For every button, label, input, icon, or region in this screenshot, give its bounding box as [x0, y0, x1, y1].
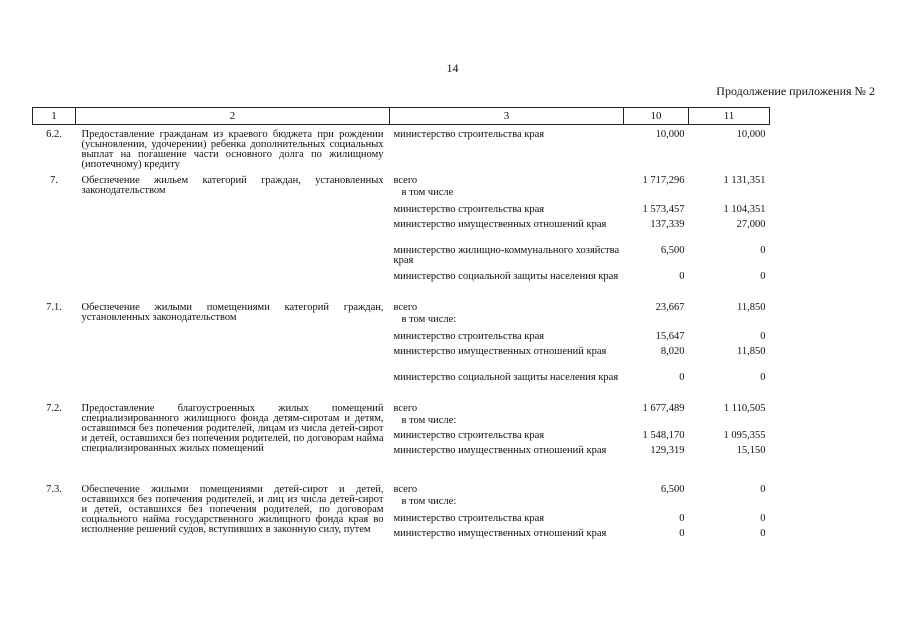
header-col-11: 11	[689, 108, 770, 125]
executor-cell	[390, 416, 624, 431]
executor-cell	[390, 272, 624, 298]
executor-cell	[390, 125, 624, 171]
value-col-10: 6,500	[660, 244, 685, 256]
item-number: 7.2.	[46, 402, 62, 414]
executor-cell	[390, 246, 624, 272]
executor-label: всего	[393, 174, 418, 186]
value-col-10: 129,319	[650, 444, 685, 456]
executor-label: всего	[393, 301, 418, 313]
table-row	[33, 399, 770, 416]
executor-label: всего	[393, 402, 418, 414]
executor-label: министерство имущественных отношений края	[393, 345, 607, 357]
header-col-1: 1	[33, 108, 76, 125]
executor-cell	[390, 171, 624, 188]
executor-cell	[390, 220, 624, 246]
table-body	[33, 125, 770, 544]
value-col-11: 27,000	[736, 218, 766, 230]
item-description: Предоставление гражданам из краевого бюджета при рождении (усыновлении, удочерении) ребенка дополнительных социальных выплат на погашение части основного долга по жилищному (ипотечному) кредиту	[81, 129, 384, 170]
executor-label: министерство имущественных отношений края	[393, 527, 607, 539]
table-row	[33, 125, 770, 171]
value-col-11	[689, 188, 770, 205]
executor-cell	[390, 529, 624, 544]
table-header-row	[33, 108, 770, 125]
header-col-10: 10	[624, 108, 689, 125]
table-row	[33, 298, 770, 315]
value-col-10: 0	[679, 371, 685, 383]
item-description: Обеспечение жильем категорий граждан, установленных законодательством	[81, 174, 384, 196]
value-col-11: 1 110,505	[723, 402, 766, 414]
executor-label: министерство имущественных отношений края	[393, 444, 607, 456]
value-col-10: 6,500	[660, 483, 685, 495]
value-col-10: 1 548,170	[642, 429, 685, 441]
value-col-11: 0	[760, 483, 766, 495]
value-col-11: 15,150	[736, 444, 766, 456]
executor-label: министерство имущественных отношений края	[393, 218, 607, 230]
table-row	[33, 480, 770, 497]
appendix-table	[32, 107, 770, 544]
value-col-10: 23,667	[655, 301, 685, 313]
value-col-10	[624, 188, 689, 205]
value-col-10: 1 717,296	[642, 174, 685, 186]
value-col-11: 1 131,351	[723, 174, 766, 186]
executor-label: в том числе	[401, 186, 454, 198]
page-number: 14	[446, 61, 459, 75]
executor-cell	[390, 514, 624, 529]
executor-label: министерство строительства края	[393, 330, 545, 342]
value-col-11: 10,000	[736, 129, 766, 140]
executor-cell	[390, 480, 624, 497]
value-col-11: 0	[760, 527, 766, 539]
executor-label: в том числе:	[401, 414, 457, 426]
executor-cell	[390, 188, 624, 205]
value-col-10: 8,020	[660, 345, 685, 357]
value-col-11: 0	[760, 371, 766, 383]
executor-cell	[390, 431, 624, 446]
value-col-11: 1 104,351	[723, 203, 766, 215]
value-col-11: 0	[760, 244, 766, 256]
executor-cell	[390, 446, 624, 480]
value-col-10	[624, 497, 689, 514]
value-col-10	[624, 416, 689, 431]
value-col-11: 11,850	[737, 301, 766, 313]
value-col-11: 0	[760, 512, 766, 524]
executor-cell	[390, 373, 624, 399]
value-col-10: 0	[679, 270, 685, 282]
executor-label: всего	[393, 483, 418, 495]
value-col-10: 10,000	[655, 129, 685, 140]
executor-label: министерство строительства края	[393, 129, 545, 140]
value-col-11: 0	[760, 330, 766, 342]
value-col-10: 137,339	[650, 218, 685, 230]
executor-cell	[390, 205, 624, 220]
item-number: 7.1.	[46, 301, 62, 313]
value-col-11: 11,850	[737, 345, 766, 357]
value-col-10: 1 677,489	[642, 402, 685, 414]
value-col-11: 0	[760, 270, 766, 282]
executor-label: в том числе:	[401, 495, 457, 507]
item-number: 6.2.	[46, 129, 62, 140]
executor-label: министерство социальной защиты населения края	[393, 371, 619, 383]
executor-label: министерство жилищно-коммунального хозяйства края	[393, 244, 620, 266]
item-description: Обеспечение жилыми помещениями категорий граждан, установленных законодательством	[81, 301, 384, 323]
value-col-11: 1 095,355	[723, 429, 766, 441]
item-description: Предоставление благоустроенных жилых помещений специализированного жилищного фонда детям-сиротам и детям, оставшимся без попечения родителей, лицам из числа детей-сирот и детей, оставшихся без попечения родителей, по договорам найма специализированных жилых помещений	[81, 402, 384, 454]
table-row	[33, 171, 770, 188]
executor-cell	[390, 332, 624, 347]
executor-label: министерство строительства края	[393, 429, 545, 441]
executor-label: в том числе:	[401, 313, 457, 325]
appendix-continuation-label: Продолжение приложения № 2	[716, 84, 875, 98]
value-col-11	[689, 416, 770, 431]
executor-label: министерство строительства края	[393, 203, 545, 215]
item-number: 7.	[50, 174, 58, 186]
item-number: 7.3.	[46, 483, 62, 495]
executor-cell	[390, 347, 624, 373]
value-col-10: 0	[679, 512, 685, 524]
value-col-11	[689, 497, 770, 514]
executor-cell	[390, 315, 624, 332]
executor-label: министерство социальной защиты населения края	[393, 270, 619, 282]
value-col-11	[689, 315, 770, 332]
value-col-10: 15,647	[655, 330, 685, 342]
value-col-10: 0	[679, 527, 685, 539]
executor-cell	[390, 399, 624, 416]
header-col-2: 2	[76, 108, 390, 125]
header-col-3: 3	[390, 108, 624, 125]
item-description: Обеспечение жилыми помещениями детей-сирот и детей, оставшихся без попечения родителей, и лиц из числа детей-сирот и детей, оставшихся без попечения родителей, по договорам социального найма государственного жилищного фонда края во исполнение решений судов, вступивших в законную силу, путем	[81, 483, 384, 535]
executor-label: министерство строительства края	[393, 512, 545, 524]
value-col-10: 1 573,457	[642, 203, 685, 215]
executor-cell	[390, 298, 624, 315]
executor-cell	[390, 497, 624, 514]
value-col-10	[624, 315, 689, 332]
